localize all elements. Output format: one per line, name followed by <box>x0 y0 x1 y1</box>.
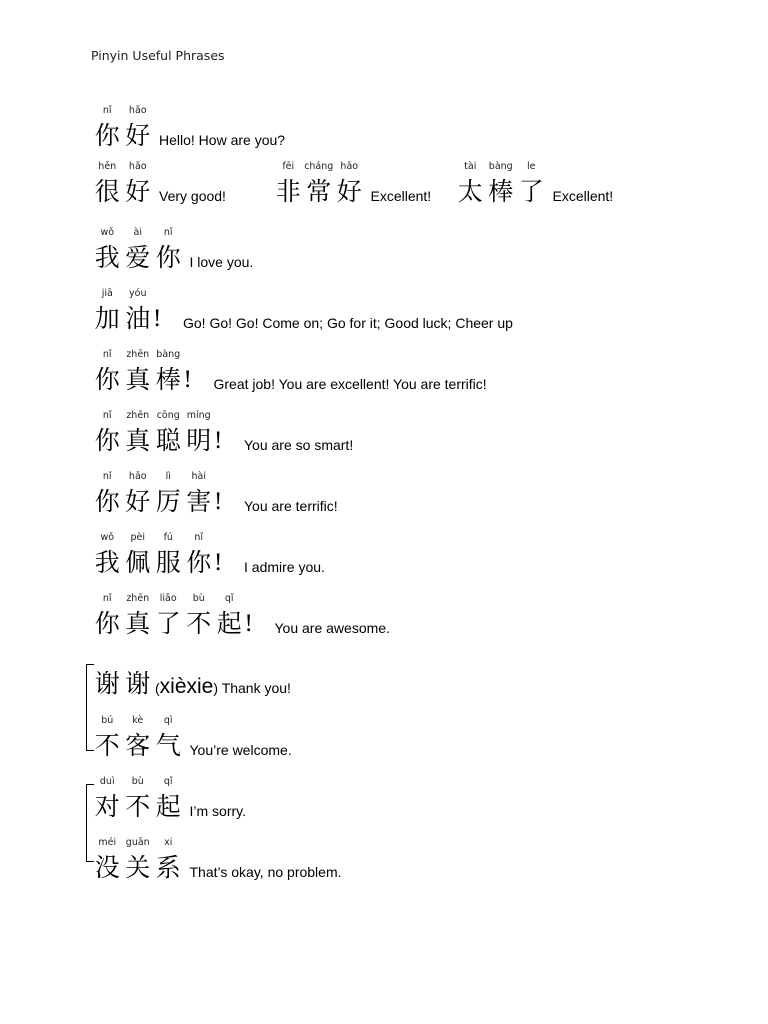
hanzi: 谢 <box>125 669 151 698</box>
hanzi: 害 <box>186 487 212 516</box>
chinese-characters <box>92 471 238 517</box>
phrase <box>92 771 246 822</box>
phrase <box>92 466 338 517</box>
chinese-characters <box>92 349 208 395</box>
hanzi: 好 <box>125 487 151 516</box>
chinese-characters <box>92 410 238 456</box>
character-with-pinyin <box>153 410 184 456</box>
character-with-pinyin <box>92 349 123 395</box>
character-with-pinyin <box>184 410 215 456</box>
inline-pinyin: xièxie <box>159 675 214 698</box>
hanzi: 服 <box>155 548 181 577</box>
english-translation: Great job! You are excellent! You are terrific! <box>213 376 487 392</box>
phrase <box>273 156 431 207</box>
character-with-pinyin <box>184 532 215 578</box>
hanzi: 气 <box>155 731 181 760</box>
phrase-row <box>92 283 513 334</box>
pinyin: cháng <box>304 161 334 172</box>
character-with-pinyin <box>123 715 154 761</box>
phrase-row <box>92 466 338 517</box>
pinyin: yóu <box>129 288 147 299</box>
pinyin: ài <box>133 227 142 238</box>
pinyin: bàng <box>488 161 513 172</box>
pinyin: fú <box>163 532 173 543</box>
character-with-pinyin <box>92 471 123 517</box>
hanzi: 太 <box>457 177 483 206</box>
pinyin: nǐ <box>102 105 112 116</box>
phrase-row <box>92 527 325 578</box>
chinese-characters <box>92 653 153 699</box>
hanzi: 油 <box>125 304 151 333</box>
document-title: Pinyin Useful Phrases <box>91 48 225 63</box>
character-with-pinyin <box>92 715 123 761</box>
hanzi: 好 <box>336 177 362 206</box>
chinese-characters <box>92 776 184 822</box>
dialogue-bracket-sorry <box>86 784 94 862</box>
exclamation-mark: ! <box>214 488 223 515</box>
hanzi: 棒 <box>488 177 514 206</box>
phrase <box>455 156 613 207</box>
character-with-pinyin <box>153 837 184 883</box>
phrase <box>92 100 285 151</box>
hanzi: 好 <box>125 121 151 150</box>
phrase-row <box>92 405 353 456</box>
phrase <box>92 527 325 578</box>
english-translation: (xièxie) Thank you! <box>155 675 291 698</box>
english-translation: You’re welcome. <box>189 742 292 758</box>
character-with-pinyin <box>455 161 486 207</box>
character-with-pinyin <box>92 776 123 822</box>
phrase <box>92 156 226 207</box>
character-with-pinyin <box>123 410 154 456</box>
character-with-pinyin <box>92 837 123 883</box>
hanzi: 你 <box>94 426 120 455</box>
character-with-pinyin <box>92 105 123 151</box>
pinyin: nǐ <box>194 532 204 543</box>
hanzi: 起 <box>216 609 242 638</box>
pinyin: bù <box>131 776 144 787</box>
character-with-pinyin <box>184 471 215 517</box>
hanzi: 你 <box>94 365 120 394</box>
phrase-row <box>92 588 390 639</box>
character-with-pinyin <box>92 288 123 334</box>
hanzi: 你 <box>186 548 212 577</box>
chinese-characters <box>92 593 269 639</box>
phrase-row <box>92 771 246 822</box>
character-with-pinyin <box>92 593 123 639</box>
hanzi: 了 <box>518 177 544 206</box>
english-translation: Hello! How are you? <box>159 132 286 148</box>
phrase-row <box>92 100 285 151</box>
phrase-row <box>92 710 292 761</box>
pinyin: lì <box>165 471 171 482</box>
exclamation-mark: ! <box>153 305 162 332</box>
chinese-characters <box>455 161 547 207</box>
hanzi: 起 <box>155 792 181 821</box>
hanzi: 谢 <box>94 669 120 698</box>
pinyin: liǎo <box>159 593 177 604</box>
chinese-characters <box>92 161 153 207</box>
hanzi: 我 <box>94 243 120 272</box>
phrase <box>92 588 390 639</box>
phrase <box>92 710 292 761</box>
phrase <box>92 344 487 395</box>
pinyin: qì <box>163 715 173 726</box>
phrase-row <box>92 344 487 395</box>
english-translation: I’m sorry. <box>189 803 247 819</box>
exclamation-mark: ! <box>214 427 223 454</box>
dialogue-bracket-thanks <box>86 664 94 751</box>
pinyin: qǐ <box>224 593 234 604</box>
pinyin: bàng <box>156 349 181 360</box>
pinyin: jiā <box>101 288 113 299</box>
character-with-pinyin <box>123 227 154 273</box>
hanzi: 你 <box>155 243 181 272</box>
hanzi: 佩 <box>125 548 151 577</box>
hanzi: 了 <box>155 609 181 638</box>
pinyin: bú <box>101 715 114 726</box>
pinyin: qǐ <box>163 776 173 787</box>
pinyin: cōng <box>156 410 180 421</box>
hanzi: 没 <box>94 853 120 882</box>
pinyin: hǎo <box>340 161 359 172</box>
pinyin: zhēn <box>126 349 150 360</box>
pinyin: pèi <box>130 532 145 543</box>
character-with-pinyin <box>123 532 154 578</box>
pinyin: bù <box>192 593 205 604</box>
pinyin: nǐ <box>102 349 112 360</box>
pinyin: kè <box>132 715 144 726</box>
hanzi: 不 <box>186 609 212 638</box>
character-with-pinyin <box>123 653 154 699</box>
phrase-row <box>92 161 732 207</box>
english-translation: I admire you. <box>244 559 325 575</box>
phrase <box>92 405 353 456</box>
character-with-pinyin <box>273 161 304 207</box>
pinyin: wǒ <box>100 532 115 543</box>
character-with-pinyin <box>153 532 184 578</box>
hanzi: 常 <box>306 177 332 206</box>
chinese-characters <box>273 161 365 207</box>
character-with-pinyin <box>486 161 517 207</box>
character-with-pinyin <box>516 161 547 207</box>
pinyin: xi <box>164 837 173 848</box>
hanzi: 客 <box>125 731 151 760</box>
chinese-characters <box>92 715 184 761</box>
chinese-characters <box>92 105 153 151</box>
character-with-pinyin <box>123 837 154 883</box>
exclamation-mark: ! <box>183 366 192 393</box>
english-translation: Excellent! <box>552 188 614 204</box>
hanzi: 厉 <box>155 487 181 516</box>
character-with-pinyin <box>153 471 184 517</box>
pinyin: duì <box>99 776 115 787</box>
pinyin: nǐ <box>163 227 173 238</box>
pinyin: zhēn <box>126 410 150 421</box>
exclamation-mark: ! <box>244 610 253 637</box>
pinyin: guān <box>125 837 150 848</box>
chinese-characters <box>92 837 184 883</box>
hanzi: 爱 <box>125 243 151 272</box>
pinyin: hǎo <box>128 471 147 482</box>
english-translation: That’s okay, no problem. <box>189 864 342 880</box>
character-with-pinyin <box>304 161 335 207</box>
hanzi: 对 <box>94 792 120 821</box>
pinyin: zhēn <box>126 593 150 604</box>
english-translation: Excellent! <box>370 188 432 204</box>
hanzi: 你 <box>94 609 120 638</box>
english-translation: Go! Go! Go! Come on; Go for it; Good luck; Cheer up <box>183 315 513 331</box>
character-with-pinyin <box>214 593 245 639</box>
pinyin: hǎo <box>128 161 147 172</box>
english-translation: You are terrific! <box>244 498 338 514</box>
phrase-row <box>92 222 253 273</box>
pinyin: tài <box>464 161 477 172</box>
chinese-characters <box>92 288 177 334</box>
hanzi: 非 <box>275 177 301 206</box>
pinyin: fēi <box>282 161 295 172</box>
pinyin: hǎo <box>128 105 147 116</box>
pinyin: méi <box>98 837 117 848</box>
hanzi: 你 <box>94 487 120 516</box>
character-with-pinyin <box>92 410 123 456</box>
pinyin: hài <box>191 471 206 482</box>
character-with-pinyin <box>123 471 154 517</box>
character-with-pinyin <box>123 776 154 822</box>
phrase <box>92 832 342 883</box>
english-translation: Very good! <box>159 188 226 204</box>
character-with-pinyin <box>123 105 154 151</box>
hanzi: 好 <box>125 177 151 206</box>
character-with-pinyin <box>153 715 184 761</box>
phrase-row <box>92 652 291 699</box>
pinyin: nǐ <box>102 593 112 604</box>
character-with-pinyin <box>153 593 184 639</box>
hanzi: 我 <box>94 548 120 577</box>
phrase <box>92 652 291 699</box>
hanzi: 不 <box>125 792 151 821</box>
exclamation-mark: ! <box>214 549 223 576</box>
pinyin: nǐ <box>102 410 112 421</box>
character-with-pinyin <box>153 349 184 395</box>
pinyin: wǒ <box>100 227 115 238</box>
phrase <box>92 222 253 273</box>
hanzi: 真 <box>125 365 151 394</box>
english-translation: You are so smart! <box>244 437 354 453</box>
hanzi: 聪 <box>155 426 181 455</box>
hanzi: 明 <box>186 426 212 455</box>
hanzi: 你 <box>94 121 120 150</box>
character-with-pinyin <box>123 288 154 334</box>
character-with-pinyin <box>92 227 123 273</box>
character-with-pinyin <box>92 653 123 699</box>
hanzi: 关 <box>125 853 151 882</box>
hanzi: 系 <box>155 853 181 882</box>
character-with-pinyin <box>92 161 123 207</box>
chinese-characters <box>92 227 184 273</box>
hanzi: 不 <box>94 731 120 760</box>
phrase-row <box>92 832 342 883</box>
character-with-pinyin <box>92 532 123 578</box>
character-with-pinyin <box>334 161 365 207</box>
character-with-pinyin <box>123 161 154 207</box>
pinyin: hěn <box>98 161 117 172</box>
chinese-characters <box>92 532 238 578</box>
english-translation: I love you. <box>189 254 254 270</box>
pinyin: nǐ <box>102 471 112 482</box>
character-with-pinyin <box>153 227 184 273</box>
pinyin: míng <box>186 410 211 421</box>
phrase <box>92 283 513 334</box>
hanzi: 真 <box>125 609 151 638</box>
character-with-pinyin <box>123 349 154 395</box>
character-with-pinyin <box>184 593 215 639</box>
hanzi: 真 <box>125 426 151 455</box>
english-translation: You are awesome. <box>274 620 390 636</box>
pinyin: le <box>527 161 536 172</box>
hanzi: 很 <box>94 177 120 206</box>
character-with-pinyin <box>123 593 154 639</box>
hanzi: 加 <box>94 304 120 333</box>
character-with-pinyin <box>153 776 184 822</box>
hanzi: 棒 <box>155 365 181 394</box>
